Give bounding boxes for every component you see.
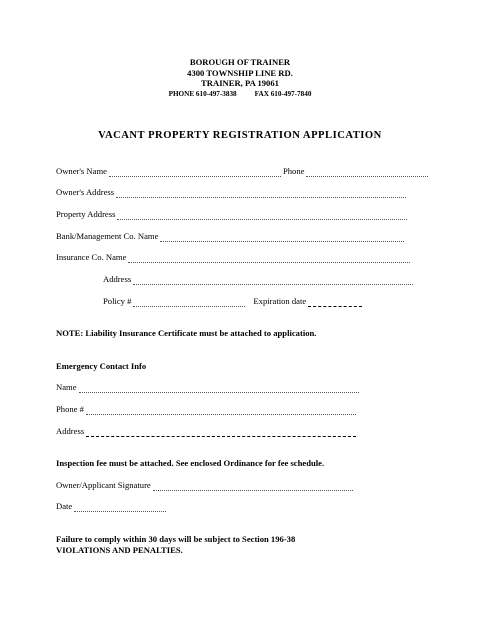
org-fax: FAX 610-497-7840: [254, 89, 312, 98]
owner-address-row: [56, 187, 408, 198]
bank-row: [56, 231, 406, 242]
footer-notice: [56, 534, 295, 556]
footer-line-2: VIOLATIONS AND PENALTIES.: [56, 545, 183, 555]
owner-name-field[interactable]: [109, 168, 281, 177]
emergency-address-row: [56, 426, 358, 437]
bank-field[interactable]: [160, 233, 404, 242]
org-name: BOROUGH OF TRAINER: [189, 57, 291, 67]
footer-line-1: Failure to comply within 30 days will be subject to Section 196-38: [56, 534, 296, 544]
owner-address-label: Owner's Address: [56, 187, 115, 197]
owner-name-label: Owner's Name: [56, 166, 107, 176]
expiration-field[interactable]: [308, 298, 362, 307]
bank-label: Bank/Management Co. Name: [56, 231, 159, 241]
fee-note: Inspection fee must be attached. See enclosed Ordinance for fee schedule.: [56, 458, 325, 468]
emergency-phone-field[interactable]: [86, 406, 356, 415]
org-street: 4300 TOWNSHIP LINE RD.: [187, 67, 293, 78]
letterhead: [0, 57, 480, 99]
insurance-row: [56, 252, 412, 263]
org-phone: PHONE 610-497-3838: [168, 89, 237, 98]
insurance-address-field[interactable]: [133, 276, 413, 285]
policy-field[interactable]: [133, 298, 245, 307]
insurance-address-row: [103, 274, 415, 285]
date-row: [56, 501, 168, 512]
property-address-row: [56, 209, 409, 220]
emergency-name-field[interactable]: [79, 384, 359, 393]
org-contact-line: [0, 89, 480, 100]
property-address-label: Property Address: [56, 209, 116, 219]
emergency-name-row: [56, 382, 361, 393]
insurance-field[interactable]: [128, 254, 410, 263]
policy-row: [103, 296, 364, 307]
emergency-heading: Emergency Contact Info: [56, 361, 147, 371]
emergency-phone-label: Phone #: [56, 404, 84, 414]
insurance-note: NOTE: Liability Insurance Certificate must be attached to application.: [56, 328, 317, 338]
emergency-address-field[interactable]: [86, 428, 356, 437]
org-city: TRAINER, PA 19061: [201, 78, 279, 89]
form-title: VACANT PROPERTY REGISTRATION APPLICATION: [98, 130, 382, 141]
expiration-label: Expiration date: [253, 296, 307, 306]
owner-address-field[interactable]: [116, 189, 406, 198]
emergency-address-label: Address: [56, 426, 85, 436]
date-field[interactable]: [74, 503, 166, 512]
phone-label: Phone: [282, 166, 305, 176]
emergency-phone-row: [56, 404, 358, 415]
insurance-address-label: Address: [103, 274, 132, 284]
signature-field[interactable]: [153, 482, 353, 491]
signature-row: [56, 480, 355, 491]
signature-label: Owner/Applicant Signature: [56, 480, 151, 490]
owner-name-row: [56, 166, 430, 177]
policy-label: Policy #: [103, 296, 132, 306]
insurance-label: Insurance Co. Name: [56, 252, 127, 262]
phone-field[interactable]: [306, 168, 428, 177]
property-address-field[interactable]: [117, 211, 407, 220]
emergency-name-label: Name: [56, 382, 77, 392]
date-label: Date: [56, 501, 73, 511]
